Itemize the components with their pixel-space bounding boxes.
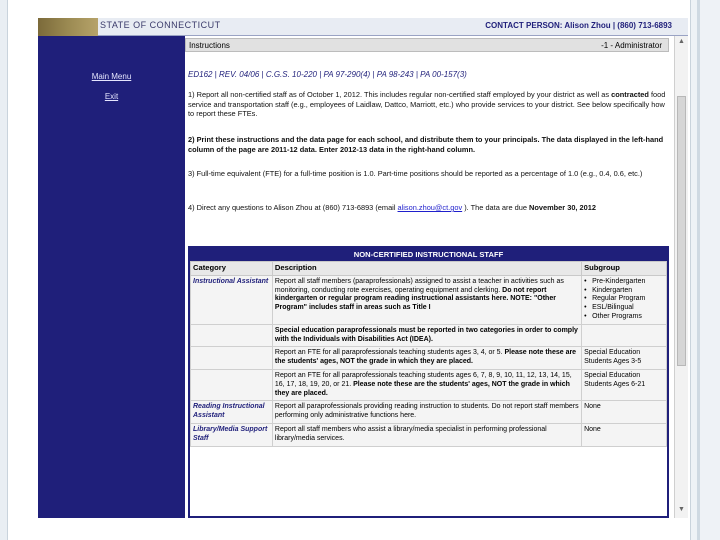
description-text: Report all staff members (paraprofessionals) assigned to assist a teacher in activities such as monitoring, conducting rote exercises, operating equipment and clerking. (274, 277, 564, 294)
description-bold: Do not report kindergarten or regular program reading instructional assistants here. NOTE: "Other Program" includes staff in areas such as Title I (274, 286, 556, 312)
description-cell: Report all paraprofessionals providing reading instruction to students. Do not report staff members performing only administrative functions here. (272, 401, 581, 424)
subgroup-cell (582, 275, 667, 324)
exit-link[interactable]: Exit (104, 92, 119, 101)
staff-table (190, 261, 667, 447)
description-header: Description (272, 262, 581, 276)
category-cell: Instructional Assistant (191, 275, 273, 324)
instruction-1 (188, 90, 668, 119)
main-menu-link[interactable]: Main Menu (91, 72, 132, 81)
slide-right-rule (697, 0, 700, 540)
category-cell: Reading Instructional Assistant (191, 401, 273, 424)
table-row (191, 369, 667, 400)
contact-person: CONTACT PERSON: Alison Zhou | (860) 713-6893 (485, 21, 672, 30)
staff-table-container (188, 246, 669, 518)
embedded-screenshot (38, 18, 688, 518)
description-text: Report an FTE for all paraprofessionals teaching students ages 3, 4, or 5. (274, 349, 503, 357)
main-content (185, 36, 674, 518)
subgroup-cell: None (582, 401, 667, 424)
sidebar (38, 36, 185, 518)
slide-right-edge (690, 0, 720, 540)
subgroup-header: Subgroup (582, 262, 667, 276)
table-row (191, 401, 667, 424)
scroll-thumb[interactable] (677, 96, 686, 366)
scroll-up-arrow-icon[interactable]: ▲ (678, 38, 685, 45)
instructions-header (185, 38, 669, 52)
instruction-4 (188, 203, 668, 213)
instruction-1-text-a: 1) Report all non-certified staff as of October 1, 2012. This includes regular non-certified staff employed by your district as well as (188, 90, 610, 99)
description-cell (272, 369, 581, 400)
subgroup-item: • Pre-Kindergarten (584, 278, 664, 287)
description-cell (272, 275, 581, 324)
scroll-down-arrow-icon[interactable]: ▼ (678, 506, 685, 513)
table-row (191, 275, 667, 324)
description-text: Report an FTE for all paraprofessionals teaching students ages 6, 7, 8, 9, 10, 11, 12, 13, 14, 15, 16, 17, 18, 19, 20, or 21. (274, 371, 572, 388)
administrator-label: -1 - Administrator (601, 41, 662, 50)
description-cell (272, 347, 581, 370)
header-bar (38, 18, 688, 36)
table-row (191, 423, 667, 446)
subgroup-cell (582, 324, 667, 347)
subgroup-list (584, 278, 664, 322)
vertical-scrollbar[interactable] (674, 36, 688, 518)
subgroup-cell: Special Education Students Ages 6-21 (582, 369, 667, 400)
subgroup-item: • Other Programs (584, 313, 664, 322)
category-header: Category (191, 262, 273, 276)
state-title: STATE OF CONNECTICUT (100, 20, 221, 30)
subgroup-cell: Special Education Students Ages 3-5 (582, 347, 667, 370)
description-cell: Special education paraprofessionals must be reported in two categories in order to comply with the Individuals with Disabilities Act (IDEA). (272, 324, 581, 347)
email-link[interactable]: alison.zhou@ct.gov (397, 203, 463, 212)
form-reference: ED162 | REV. 04/06 | C.G.S. 10-220 | PA 97-290(4) | PA 98-243 | PA 00-157(3) (188, 70, 467, 79)
description-cell: Report all staff members who assist a library/media specialist in performing professional library/media services. (272, 423, 581, 446)
state-logo (38, 18, 98, 36)
category-cell (191, 369, 273, 400)
table-header-row (191, 262, 667, 276)
instruction-3: 3) Full-time equivalent (FTE) for a full-time position is 1.0. Part-time positions should be reported as a percentage of 1.0 (e.g., 0.4, 0.6, etc.) (188, 169, 643, 178)
table-row (191, 347, 667, 370)
instruction-4-text-a: 4) Direct any questions to Alison Zhou at (860) 713-6893 (email (188, 203, 396, 212)
instruction-1-bold: contracted (611, 90, 649, 99)
due-date: November 30, 2012 (529, 203, 596, 212)
slide-left-edge (0, 0, 8, 540)
category-cell (191, 324, 273, 347)
description-bold: Please note these are the students' ages, NOT the grade in which they are placed. (274, 380, 570, 397)
description-bold: Please note these are the students' ages, NOT the grade in which they are placed. (274, 349, 577, 366)
table-row (191, 324, 667, 347)
instructions-title: Instructions (189, 41, 230, 50)
subgroup-item: • ESL/Bilingual (584, 304, 664, 313)
table-title: NON-CERTIFIED INSTRUCTIONAL STAFF (190, 248, 667, 261)
subgroup-cell: None (582, 423, 667, 446)
instruction-4-text-b: ). The data are due (464, 203, 527, 212)
category-cell (191, 347, 273, 370)
category-cell: Library/Media Support Staff (191, 423, 273, 446)
instruction-1-text-c: food service and transportation staff (e.g., employees of Laidlaw, Dattco, Marriott, etc.) who provide services to your district. See below specifically how to report these FTEs. (188, 90, 666, 119)
subgroup-item: • Regular Program (584, 295, 664, 304)
subgroup-item: • Kindergarten (584, 287, 664, 296)
instruction-2: 2) Print these instructions and the data page for each school, and distribute them to your principals. The data displayed in the left-hand column of the page are 2011-12 data. Enter 2012-13 data in the right-hand column. (188, 135, 664, 154)
